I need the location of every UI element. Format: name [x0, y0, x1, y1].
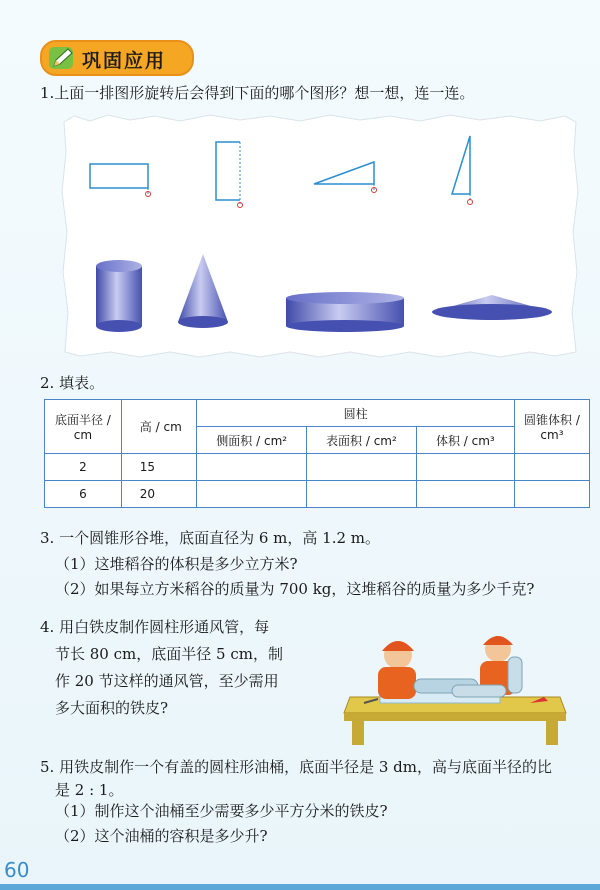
q3-part2: （2）如果每立方米稻谷的质量为 700 kg，这堆稻谷的质量为多少千克?: [55, 580, 535, 598]
radius-header: 底面半径 / cm: [45, 400, 122, 454]
section-title: 巩固应用: [82, 50, 167, 72]
lateral-area-header: 侧面积 / cm²: [197, 427, 307, 454]
q5-line2: 是 2 : 1。: [55, 781, 124, 799]
height-cell: 20: [121, 481, 197, 508]
fill-table: [44, 399, 590, 508]
surface-area-header: 表面积 / cm²: [307, 427, 417, 454]
radius-cell: 6: [45, 481, 122, 508]
q4-line3: 作 20 节这样的通风管，至少需用: [55, 672, 279, 690]
q1-text: 1.上面一排图形旋转后会得到下面的哪个图形？想一想，连一连。: [40, 84, 475, 102]
workers-illustration: [340, 617, 570, 745]
q1-shapes-panel: [60, 112, 580, 360]
volume-header: 体积 / cm³: [416, 427, 514, 454]
q3-text: 3. 一个圆锥形谷堆，底面直径为 6 m，高 1.2 m。: [40, 529, 380, 547]
cone-volume-cell[interactable]: [514, 454, 589, 481]
height-cell: 15: [121, 454, 197, 481]
q5-line1: 5. 用铁皮制作一个有盖的圆柱形油桶，底面半径是 3 dm，高与底面半径的比: [40, 758, 552, 776]
q2-title: 2. 填表。: [40, 374, 105, 392]
q5-part2: （2）这个油桶的容积是多少升?: [55, 827, 268, 845]
cylinder-header: 圆柱: [197, 400, 515, 427]
cone-volume-cell[interactable]: [514, 481, 589, 508]
table-row: [45, 454, 590, 481]
flat-cylinder-solid: [286, 292, 404, 332]
cylinder-solid: [96, 260, 142, 332]
q3-part1: （1）这堆稻谷的体积是多少立方米?: [55, 555, 298, 573]
surface-area-cell[interactable]: [307, 454, 417, 481]
table-row: [45, 481, 590, 508]
volume-cell[interactable]: [416, 454, 514, 481]
volume-cell[interactable]: [416, 481, 514, 508]
q4-line4: 多大面积的铁皮?: [55, 699, 169, 717]
section-badge: [40, 40, 194, 76]
q4-line1: 4. 用白铁皮制作圆柱形通风管，每: [40, 618, 270, 636]
q4-line2: 节长 80 cm，底面半径 5 cm，制: [55, 645, 283, 663]
lateral-area-cell[interactable]: [197, 454, 307, 481]
cone-volume-header: 圆锥体积 / cm³: [514, 400, 589, 454]
q5-part1: （1）制作这个油桶至少需要多少平方分米的铁皮?: [55, 802, 388, 820]
radius-cell: 2: [45, 454, 122, 481]
pencil-icon: [46, 44, 76, 72]
bottom-bar: [0, 884, 600, 890]
surface-area-cell[interactable]: [307, 481, 417, 508]
page-number: 60: [4, 858, 30, 882]
height-header: 高 / cm: [121, 400, 197, 454]
lateral-area-cell[interactable]: [197, 481, 307, 508]
